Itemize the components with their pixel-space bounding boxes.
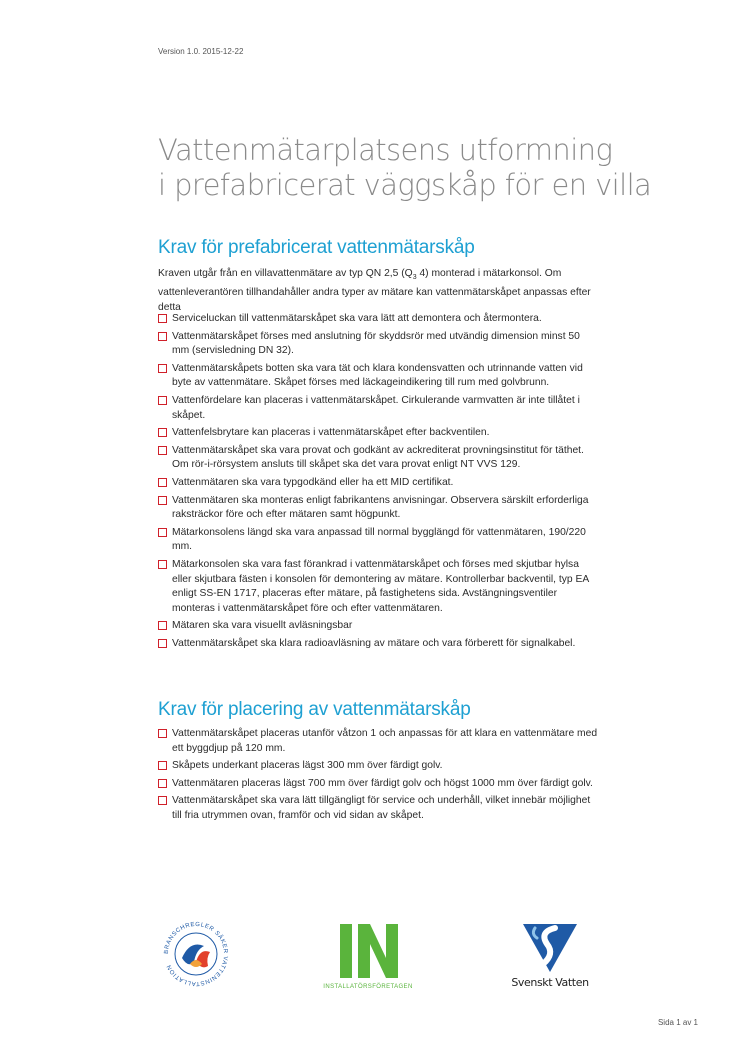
checklist-item-text: Vattenmätarskåpets botten ska vara tät och klara kondensvatten och utrinnande vatten vid byte av vattenmätare. Skåpet förses med läckageindikering till rum med golvbrunn.	[172, 362, 583, 389]
checkbox-icon	[158, 761, 167, 770]
checklist-item	[158, 526, 598, 555]
checklist-item	[158, 362, 598, 391]
section1-intro	[158, 266, 598, 315]
installatorsforetagen-logo	[316, 920, 420, 992]
checklist-item	[158, 426, 598, 441]
checklist-item-text: Mätarkonsolen ska vara fast förankrad i vattenmätarskåpet och förses med skjutbar hylsa eller skjutbara fästen i konsolen för demontering av mätare. Kontrollerbar backventil, typ EA enligt SS-EN 1717, placeras efter mätare, på fastighetens sida. Avstängningsventiler monteras i vattenmätarskåpet före och efter vattenmätaren.	[172, 558, 589, 614]
intro-text-b: 4) monterad i mätarkonsol. Om vattenleverantören tillhandahåller andra typer av mätare kan vattenmätarskåpet anpassas efter detta	[158, 268, 591, 314]
checklist-item	[158, 494, 598, 523]
checkbox-icon	[158, 428, 167, 437]
checklist-item	[158, 727, 598, 756]
checklist-item	[158, 558, 598, 616]
checkbox-icon	[158, 396, 167, 405]
checklist-item	[158, 394, 598, 423]
checklist-item-text: Vattenmätarskåpet ska vara provat och godkänt av ackrediterat provningsinstitut för täthet. Om rör-i-rörsystem ansluts till skåpet ska det vara provat enligt NT VVS 129.	[172, 444, 584, 471]
checklist-item	[158, 794, 598, 823]
checkbox-icon	[158, 332, 167, 341]
branschregler-seal-logo	[160, 918, 232, 990]
checklist-item-text: Vattenmätarskåpet ska klara radioavläsning av mätare och vara förberett för signalkabel.	[172, 637, 576, 649]
checklist-item	[158, 312, 598, 327]
checkbox-icon	[158, 314, 167, 323]
section2-checklist	[158, 727, 598, 827]
checklist-item-text: Vattenmätarskåpet förses med anslutning för skyddsrör med utvändig dimension minst 50 mm (servisledning DN 32).	[172, 330, 580, 357]
checklist-item-text: Mätarkonsolens längd ska vara anpassad till normal bygglängd för vattenmätaren, 190/220 mm.	[172, 526, 586, 553]
section1-title: Krav för prefabricerat vattenmätarskåp	[158, 237, 475, 258]
checkbox-icon	[158, 528, 167, 537]
intro-subscript: 3	[412, 274, 417, 282]
checklist-item-text: Vattenmätarskåpet ska vara lätt tillgängligt för service och underhåll, vilket innebär möjlighet till fria utrymmen ovan, framför och vid sidan av skåpet.	[172, 795, 591, 821]
checklist-item-text: Vattenmätarskåpet placeras utanför våtzon 1 och anpassas för att klara en vattenmätare med ett byggdjup på 120 mm.	[172, 728, 598, 754]
checklist-item	[158, 476, 598, 491]
checkbox-icon	[158, 796, 167, 805]
svenskt-vatten-label: Svenskt Vatten	[511, 976, 589, 989]
checkbox-icon	[158, 621, 167, 630]
checklist-item	[158, 330, 598, 359]
checklist-item-text: Vattenfelsbrytare kan placeras i vattenmätarskåpet efter backventilen.	[172, 427, 490, 439]
title-line-2: i prefabricerat väggskåp för en villa	[158, 168, 652, 202]
checklist-item-text: Vattenmätaren ska vara typgodkänd eller ha ett MID certifikat.	[172, 476, 454, 488]
checklist-item-text: Vattenfördelare kan placeras i vattenmätarskåpet. Cirkulerande varmvatten är inte tillåtet i skåpet.	[172, 394, 580, 421]
checkbox-icon	[158, 779, 167, 788]
intro-text-a: Kraven utgår från en villavattenmätare av typ QN 2,5 (Q	[158, 268, 413, 279]
checkbox-icon	[158, 729, 167, 738]
version-label: Version 1.0. 2015-12-22	[158, 47, 244, 56]
checkbox-icon	[158, 478, 167, 487]
page-number: Sida 1 av 1	[657, 1018, 698, 1027]
checklist-item-text: Vattenmätaren ska monteras enligt fabrikantens anvisningar. Observera särskilt erforderliga raksträckor före och efter mätaren samt högpunkt.	[172, 494, 589, 521]
seal-ring-text: BRANSCHREGLER SÄKER VATTENINSTALLATION	[163, 921, 229, 987]
checklist-item	[158, 637, 598, 652]
checkbox-icon	[158, 496, 167, 505]
section1-checklist	[158, 312, 598, 654]
checklist-item	[158, 759, 598, 774]
checklist-item-text: Serviceluckan till vattenmätarskåpet ska vara lätt att demontera och återmontera.	[172, 313, 542, 324]
installatorsforetagen-label: INSTALLATÖRSFÖRETAGEN	[323, 984, 413, 990]
checklist-item-text: Vattenmätaren placeras lägst 700 mm över färdigt golv och högst 1000 mm över färdigt golv.	[172, 777, 593, 789]
checkbox-icon	[158, 560, 167, 569]
checklist-item-text: Mätaren ska vara visuellt avläsningsbar	[172, 620, 353, 632]
checklist-item	[158, 777, 598, 792]
checkbox-icon	[158, 446, 167, 455]
section2-title: Krav för placering av vattenmätarskåp	[158, 699, 471, 720]
checklist-item	[158, 619, 598, 634]
checklist-item-text: Skåpets underkant placeras lägst 300 mm över färdigt golv.	[172, 760, 443, 772]
title-line-1: Vattenmätarplatsens utformning	[158, 133, 613, 167]
checkbox-icon	[158, 364, 167, 373]
checklist-item	[158, 444, 598, 473]
document-title	[158, 133, 718, 203]
svenskt-vatten-logo	[505, 918, 595, 990]
checkbox-icon	[158, 639, 167, 648]
